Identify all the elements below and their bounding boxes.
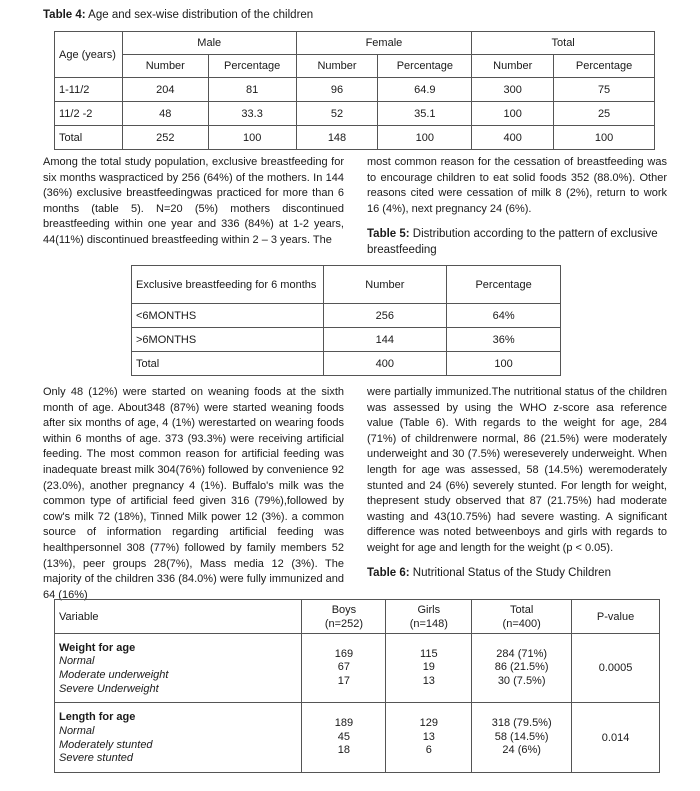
table6-cell: 13: [422, 674, 435, 687]
table5-cell: >6MONTHS: [132, 328, 324, 352]
table4-header-female: Female: [296, 32, 472, 55]
table6-cell: 67: [337, 661, 351, 674]
table6-cell: 24 (6%): [502, 744, 541, 757]
table6-length-label: Severe stunted: [59, 752, 133, 765]
table5-cell: 144: [323, 328, 447, 352]
table6-header-total: [472, 600, 572, 634]
table6-header-boys-label: Boys: [331, 603, 357, 616]
table4-caption-label: Table 4:: [43, 9, 86, 21]
table4-caption-text: Age and sex-wise distribution of the children: [85, 9, 314, 21]
table6-header-girls-n: (n=148): [409, 617, 448, 630]
table5-cell: <6MONTHS: [132, 304, 324, 328]
table5-cell: 400: [323, 352, 447, 376]
table5-cell: 36%: [447, 328, 561, 352]
table4-cell: 400: [472, 126, 554, 150]
table5-caption-text: Distribution according to the pattern of exclusive breastfeeding: [367, 228, 658, 256]
table4-header-total: Total: [472, 32, 655, 55]
table4-cell: 11/2 -2: [55, 102, 123, 126]
table6-cell: 58 (14.5%): [494, 730, 549, 743]
table6-header-boys: [302, 600, 386, 634]
paragraph-left-2: Only 48 (12%) were started on weaning foods at the sixth month of age. About348 (87%) were started weaning foods after six months of age, 4 (1%) werestarted on wearing foods within 6 months of age. 373 (93.3%) were receiving artificial feeding. The most common reason for artificial feeding was inadequate breast milk 304(76%) followed by convenience 92 (23.0%), another pregnancy 4 (1%). Buffalo's milk was the common type of artificial feed given 316 (79%),followed by cow's milk 72 (18%), Tinned Milk power 12 (3%). a common source of information regarding artificial feeding was healthpersonnel 308 (77%) followed by family members 52 (13%), peer groups 28(7%), Mass media 12 (3%). The majority of the children 336 (84.0%) were fully immunized and 64 (16%): [43, 386, 344, 601]
table6-length-label: Normal: [59, 724, 95, 737]
table6-length-total: [472, 703, 572, 773]
table5-cell: 256: [323, 304, 447, 328]
paragraph-left-1: Among the total study population, exclusive breastfeeding for six months waspracticed by 256 (64%) of the mothers. In 144 (36%) exclusive breastfeedingwas practiced for more than 6 months (table 5). N=20 (5%) mothers discontinued breastfeeding within one year and 336 (84%) at 1-2 years, 44(11%) discontinued breastfeeding within 2 – 3 years. The: [43, 156, 344, 246]
table5-cell: Total: [132, 352, 324, 376]
table4-caption: [43, 9, 313, 21]
table4-cell: 96: [296, 78, 378, 102]
table6-cell: 284 (71%): [496, 647, 548, 660]
table-row: [132, 304, 561, 328]
table6-length-girls: [386, 703, 472, 773]
table4-cell: 100: [208, 126, 296, 150]
table4-cell: 100: [472, 102, 554, 126]
table5-caption-label: Table 5:: [367, 228, 410, 240]
table6-caption-label: Table 6:: [367, 567, 410, 579]
table6-header-boys-n: (n=252): [324, 617, 364, 630]
table5-header-pattern: Exclusive breastfeeding for 6 months: [132, 266, 324, 304]
table-row: [132, 328, 561, 352]
table6-weight-label: Moderate underweight: [59, 669, 169, 681]
table5: [131, 265, 561, 376]
table6-header-pvalue: P-value: [572, 600, 660, 634]
table5-caption: [367, 227, 667, 258]
table6-cell: 318 (79.5%): [491, 717, 552, 730]
table4-cell: 100: [554, 126, 655, 150]
table4-cell: 100: [378, 126, 472, 150]
table-row: [55, 102, 655, 126]
table6-cell: 129: [419, 717, 438, 730]
table5-cell: 64%: [447, 304, 561, 328]
table4-cell: 1-11/2: [55, 78, 123, 102]
table4-header-male: Male: [122, 32, 296, 55]
table6-cell: 115: [420, 647, 438, 660]
table6-header-girls-label: Girls: [417, 603, 441, 616]
table6-cell: 6: [425, 744, 432, 757]
table4-subheader: Percentage: [554, 55, 655, 78]
paragraph-right-2: were partially immunized.The nutritional status of the children was assessed by using the WHO z-score asa reference value (Table 6). With regards to the weight for age, 284 (71%) of childrenwere normal, 86 (21.5%) were moderately underweight and 30 (7.5%) wereseverely underweight. When length for age was assessed, 58 (14.5%) weremoderately stunted and 24 (6%) severely stunted. For length for weight, thepresent study observed that 87 (21.75%) had moderate wasting and 43(10.75%) had severe wasting. A significant difference was noted betweenboys and girls with regards to weight for age and length for the weight (p < 0.05).: [367, 386, 667, 554]
table6-cell: 169: [334, 647, 354, 660]
table6-length-label: Moderately stunted: [59, 738, 153, 751]
table4-subheader: Percentage: [208, 55, 296, 78]
table-row: [132, 352, 561, 376]
table6-header-total-label: Total: [510, 603, 534, 616]
table6-cell: 19: [422, 661, 435, 674]
table6-weight-labels: [55, 634, 302, 703]
table6-cell: 30 (7.5%): [497, 674, 546, 687]
table4-cell: 33.3: [208, 102, 296, 126]
table6-weight-pvalue: 0.0005: [572, 634, 660, 703]
table6-length-heading: Length for age: [59, 711, 136, 724]
table6-weight-label: Normal: [59, 655, 95, 668]
table6-weight-girls: [386, 634, 472, 703]
table4-cell: Total: [55, 126, 123, 150]
table4-cell: 25: [554, 102, 655, 126]
table4-cell: 252: [122, 126, 208, 150]
table6-header-variable: Variable: [55, 600, 302, 634]
paragraph-right-1: most common reason for the cessation of breastfeeding was to encourage children to eat solid foods 352 (88.0%). Other reasons cited were cessation of milk 8 (2%), return to work 16 (4%), next pregnancy 24 (6%).: [367, 156, 667, 215]
table6-cell: 13: [422, 730, 435, 743]
table4-subheader: Number: [296, 55, 378, 78]
table4-subheader: Number: [122, 55, 208, 78]
table4-cell: 64.9: [378, 78, 472, 102]
table6-length-labels: [55, 703, 302, 773]
table6-weight-boys: [302, 634, 386, 703]
table5-header-percentage: Percentage: [447, 266, 561, 304]
table6-cell: 17: [337, 674, 351, 687]
table4-cell: 48: [122, 102, 208, 126]
table4-cell: 300: [472, 78, 554, 102]
table6-weight-total: [472, 634, 572, 703]
table4-cell: 52: [296, 102, 378, 126]
table6-caption-text: Nutritional Status of the Study Children: [409, 567, 611, 579]
table6-length-boys: [302, 703, 386, 773]
table6-header-girls: [386, 600, 472, 634]
table4-cell: 148: [296, 126, 378, 150]
table4-cell: 81: [208, 78, 296, 102]
table4-cell: 75: [554, 78, 655, 102]
table6-header-total-n: (n=400): [502, 617, 541, 630]
table6-length-pvalue: 0.014: [572, 703, 660, 773]
table6-weight-heading: Weight for age: [59, 641, 136, 654]
table6-cell: 18: [337, 744, 351, 757]
table-row: [55, 703, 660, 773]
table4-subheader: Percentage: [378, 55, 472, 78]
table6-weight-label: Severe Underweight: [59, 682, 159, 695]
table6-caption: [367, 567, 611, 579]
table4-cell: 35.1: [378, 102, 472, 126]
table-row: [55, 126, 655, 150]
table6-cell: 189: [334, 717, 354, 730]
table5-cell: 100: [447, 352, 561, 376]
table4-cell: 204: [122, 78, 208, 102]
table5-header-number: Number: [323, 266, 447, 304]
table-row: [55, 634, 660, 703]
table4-subheader: Number: [472, 55, 554, 78]
table4-header-age: Age (years): [55, 32, 123, 78]
table6-cell: 45: [337, 730, 351, 743]
table4: [54, 31, 655, 150]
table-row: [55, 78, 655, 102]
table6-cell: 86 (21.5%): [494, 661, 549, 674]
table6: [54, 599, 660, 773]
